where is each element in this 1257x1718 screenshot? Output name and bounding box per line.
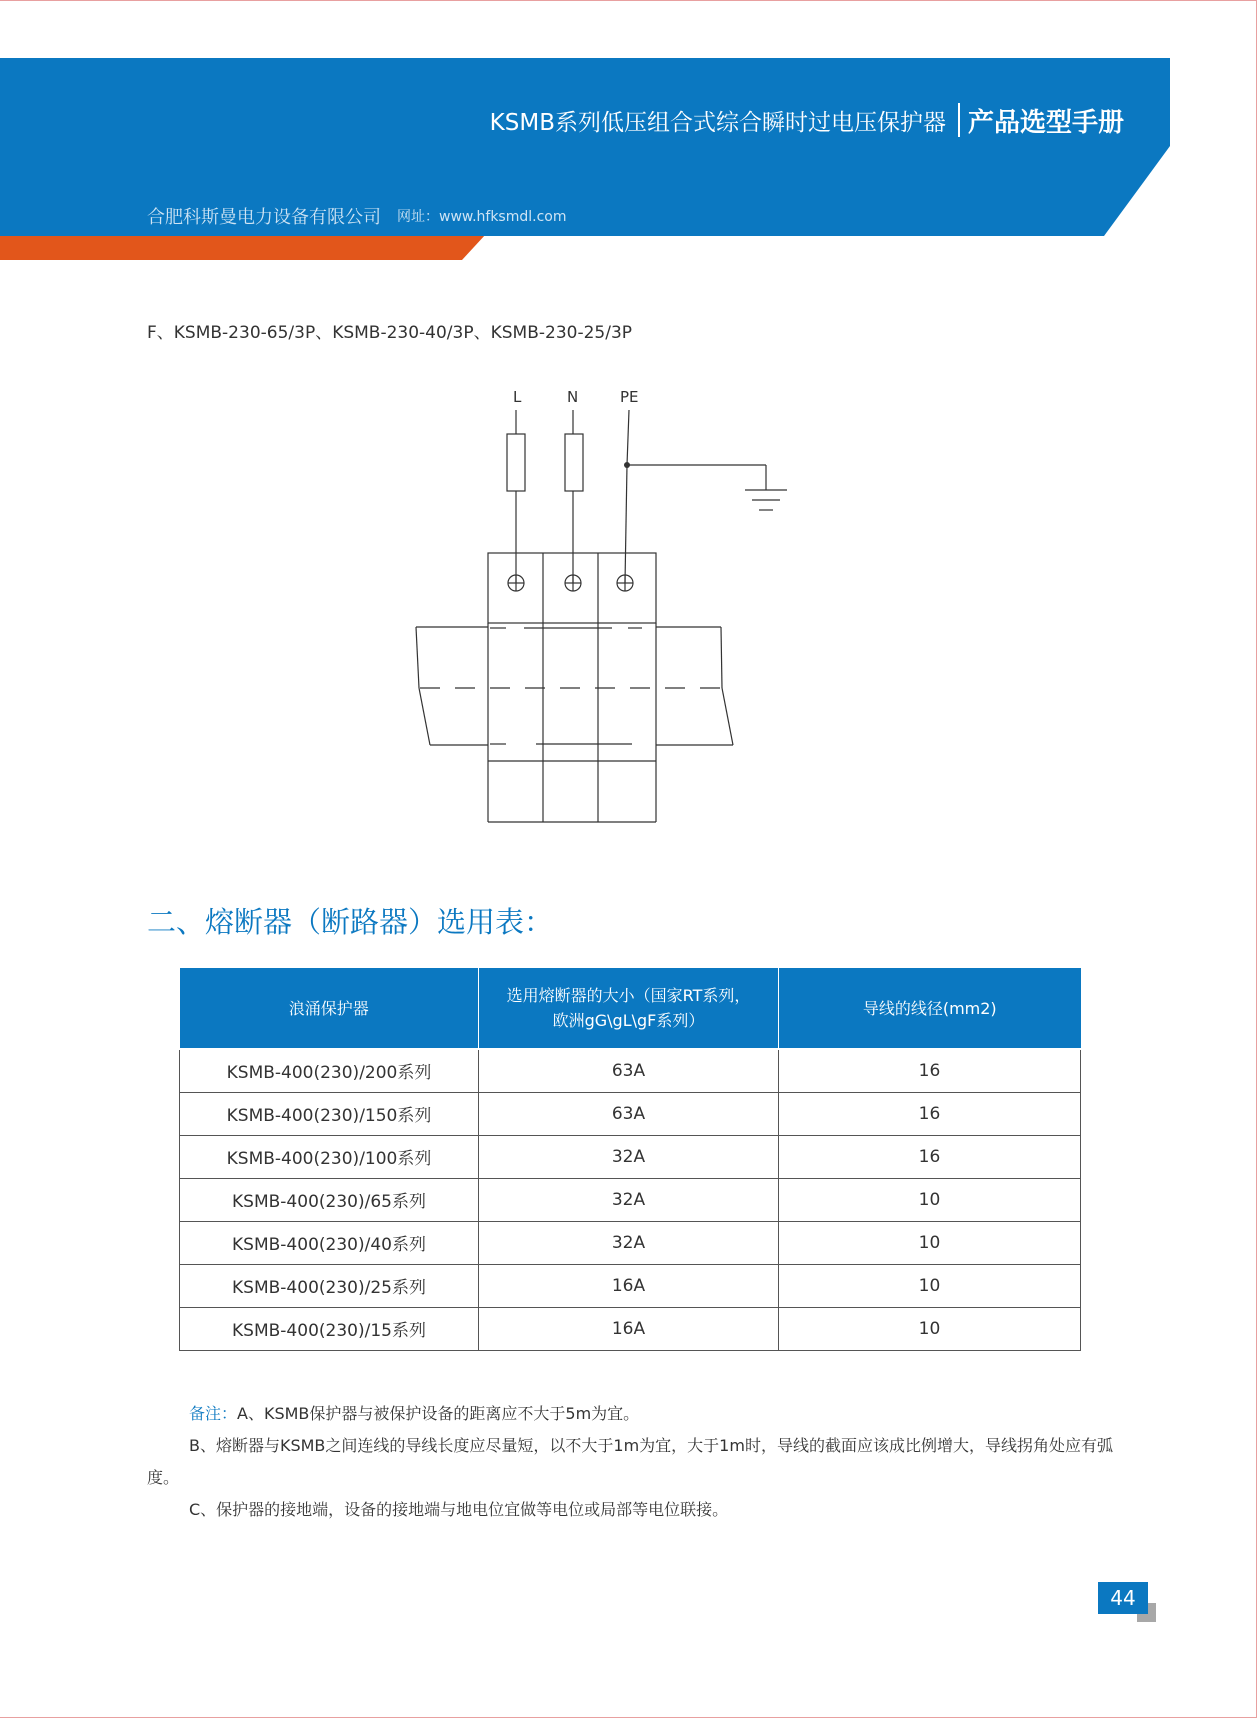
- terminal-screw-icon: [565, 575, 581, 591]
- cell-fuse: 32A: [479, 1178, 779, 1221]
- table-header-row: [180, 968, 1081, 1049]
- cell-wire: 16: [779, 1135, 1081, 1178]
- section-title: 二、熔断器（断路器）选用表：: [147, 905, 554, 939]
- cell-model: KSMB-400(230)/65系列: [180, 1178, 479, 1221]
- label-pe: PE: [620, 388, 639, 406]
- page-number: 44: [1098, 1582, 1148, 1614]
- note-label: 备注：: [189, 1404, 238, 1423]
- company-name: 合肥科斯曼电力设备有限公司: [147, 207, 381, 228]
- note-c: C、保护器的接地端，设备的接地端与地电位宜做等电位或局部等电位联接。: [189, 1500, 729, 1519]
- cell-fuse: 16A: [479, 1307, 779, 1350]
- wiring-diagram: [400, 380, 820, 830]
- cell-wire: 10: [779, 1307, 1081, 1350]
- label-l: L: [513, 388, 522, 406]
- wire-pe: [624, 410, 630, 583]
- series-title: KSMB系列低压组合式综合瞬时过电压保护器: [489, 109, 946, 136]
- cell-wire: 10: [779, 1221, 1081, 1264]
- cell-wire: 10: [779, 1178, 1081, 1221]
- table-row: [180, 1178, 1081, 1221]
- header-protector: 浪涌保护器: [180, 968, 479, 1049]
- din-rail: [416, 627, 733, 745]
- website: 网址：www.hfksmdl.com: [397, 209, 567, 225]
- terminal-screw-icon: [617, 575, 633, 591]
- cell-wire: 10: [779, 1264, 1081, 1307]
- cell-wire: 16: [779, 1092, 1081, 1135]
- label-n: N: [567, 388, 579, 406]
- module-body: [488, 623, 656, 822]
- cell-fuse: 32A: [479, 1135, 779, 1178]
- table-row: [180, 1092, 1081, 1135]
- terminal-block: [488, 553, 656, 623]
- wire-n: [565, 410, 583, 583]
- title-separator: [958, 103, 960, 137]
- cell-fuse: 63A: [479, 1092, 779, 1135]
- wire-l: [507, 410, 525, 583]
- cell-model: KSMB-400(230)/150系列: [180, 1092, 479, 1135]
- cell-model: KSMB-400(230)/100系列: [180, 1135, 479, 1178]
- cell-fuse: 32A: [479, 1221, 779, 1264]
- cell-model: KSMB-400(230)/40系列: [180, 1221, 479, 1264]
- notes: [147, 1398, 1122, 1526]
- table-row: [180, 1049, 1081, 1092]
- fuse-selection-table: [179, 968, 1081, 1351]
- header-subline: [147, 203, 566, 229]
- header-orange-stripe: [0, 234, 486, 260]
- cell-model: KSMB-400(230)/15系列: [180, 1307, 479, 1350]
- note-b: B、熔断器与KSMB之间连线的导线长度应尽量短，以不大于1m为宜，大于1m时，导线的截面应该成比例增大，导线拐角处应有弧度。: [147, 1436, 1113, 1487]
- table-row: [180, 1221, 1081, 1264]
- header-fuse-line2: 欧洲gG\gL\gF系列）: [552, 1011, 705, 1030]
- note-a-text: A、KSMB保护器与被保护设备的距离应不大于5m为宜。: [237, 1404, 640, 1423]
- cell-wire: 16: [779, 1049, 1081, 1092]
- model-line: F、KSMB-230-65/3P、KSMB-230-40/3P、KSMB-230-25/3P: [147, 323, 633, 343]
- header-fuse-line1: 选用熔断器的大小（国家RT系列，: [506, 986, 751, 1005]
- manual-title: 产品选型手册: [967, 107, 1124, 138]
- header-fuse: [479, 968, 779, 1049]
- note-a: [147, 1398, 1122, 1430]
- table-row: [180, 1135, 1081, 1178]
- terminal-screw-icon: [508, 575, 524, 591]
- cell-model: KSMB-400(230)/25系列: [180, 1264, 479, 1307]
- cell-fuse: 16A: [479, 1264, 779, 1307]
- cell-model: KSMB-400(230)/200系列: [180, 1049, 479, 1092]
- table-row: [180, 1307, 1081, 1350]
- header-title: [490, 100, 1124, 140]
- ground-symbol: [627, 465, 787, 510]
- cell-fuse: 63A: [479, 1049, 779, 1092]
- header-wire: 导线的线径(mm2): [779, 968, 1081, 1049]
- table-row: [180, 1264, 1081, 1307]
- header-banner: [0, 58, 1170, 262]
